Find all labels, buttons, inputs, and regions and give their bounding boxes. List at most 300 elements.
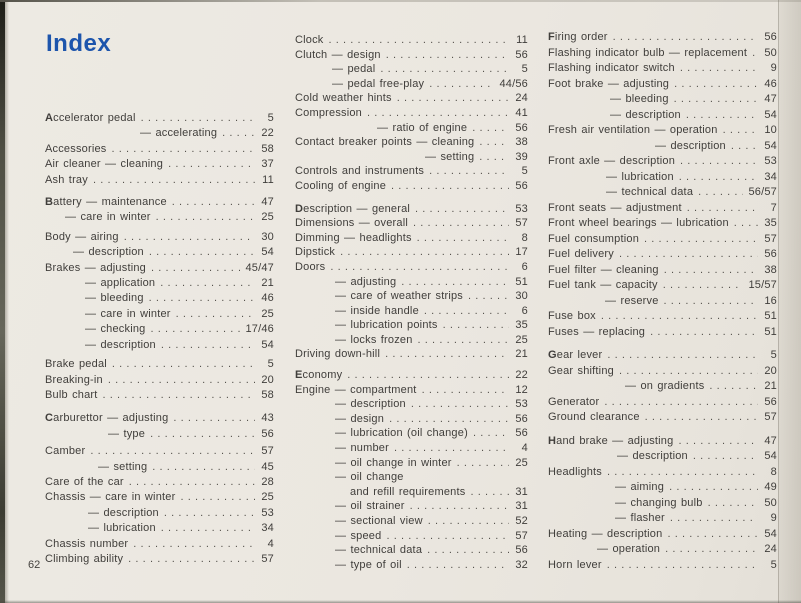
index-entry: [548, 348, 777, 364]
entry-page: 53: [261, 506, 274, 519]
entry-page: 46: [764, 77, 777, 90]
entry-page: 5: [521, 165, 528, 178]
index-entry: [295, 275, 528, 290]
entry-page: 11: [262, 173, 274, 186]
entry-page: 5: [521, 63, 528, 76]
entry-label: Front wheel bearings — lubrication: [548, 217, 729, 229]
entry-page: 30: [515, 290, 528, 303]
entry-page: 9: [770, 62, 777, 74]
entry-label: Firing order: [548, 31, 608, 43]
entry-page: 54: [261, 246, 274, 259]
dot-leader: [112, 142, 256, 157]
dot-leader: [664, 294, 758, 310]
dot-leader: [687, 201, 758, 217]
entry-label: Controls and instruments: [295, 165, 425, 178]
entry-page: 24: [515, 92, 528, 105]
dot-leader: [394, 441, 509, 456]
entry-page: [514, 470, 528, 485]
index-entry: [295, 179, 528, 194]
entry-page: 17/46: [245, 323, 274, 336]
entry-label: Flashing indicator bulb — replacement: [548, 46, 748, 59]
dot-leader: [380, 62, 509, 77]
entry-label: Foot brake — adjusting: [548, 77, 670, 90]
index-entry: [548, 201, 777, 217]
index-entry: [548, 309, 777, 325]
index-entry: [45, 338, 274, 353]
entry-label: Ground clearance: [548, 411, 640, 423]
entry-page: 25: [261, 307, 274, 320]
dot-leader: [133, 537, 255, 552]
entry-label: — type of oil: [335, 558, 402, 571]
entry-label: Fuel filter — cleaning: [548, 263, 659, 276]
entry-page: 57: [764, 411, 777, 423]
index-entry: [548, 232, 777, 248]
index-entry: [548, 325, 777, 341]
entry-label: Air cleaner — cleaning: [45, 158, 164, 171]
dot-leader: [670, 511, 758, 527]
entry-page: 45/47: [245, 261, 274, 274]
entry-label: — application: [85, 277, 156, 290]
dot-leader: [665, 542, 758, 558]
entry-label: Carburettor — adjusting: [45, 412, 169, 425]
entry-label: Breaking-in: [45, 373, 103, 386]
entry-label: — ratio of engine: [377, 121, 468, 134]
entry-label: Engine — compartment: [295, 383, 417, 396]
index-entry: [45, 444, 274, 459]
dot-leader: [604, 395, 758, 411]
page-title: Index: [46, 30, 112, 57]
index-entry: [45, 357, 274, 372]
entry-label: Cooling of engine: [295, 179, 387, 192]
entry-label: Compression: [295, 106, 363, 119]
dot-leader: [141, 111, 255, 126]
dot-leader: [650, 325, 758, 341]
entry-page: 35: [764, 217, 777, 229]
index-entry: [295, 216, 528, 231]
entry-page: 7: [770, 201, 777, 214]
entry-label: — lubrication (oil change): [335, 427, 468, 440]
entry-page: 56: [515, 179, 528, 192]
index-entry: [548, 170, 777, 186]
entry-label: — care of weather strips: [335, 290, 464, 303]
index-entry: [548, 46, 777, 62]
index-column-1: [45, 111, 274, 567]
dot-leader: [386, 529, 509, 544]
index-entry: [548, 364, 777, 380]
entry-page: 51: [764, 310, 777, 322]
dot-leader: [613, 30, 758, 46]
entry-label: Doors: [295, 260, 326, 273]
index-entry: [45, 537, 274, 552]
index-entry: [295, 456, 528, 471]
entry-label: — speed: [335, 529, 382, 542]
entry-label: — oil change in winter: [335, 456, 452, 469]
index-entry: [295, 121, 528, 136]
index-entry: [295, 543, 528, 558]
entry-page: 58: [261, 142, 274, 155]
entry-page: 5: [770, 349, 777, 361]
index-entry: [295, 304, 528, 319]
entry-page: 41: [515, 106, 528, 119]
dot-leader: [674, 77, 758, 93]
entry-page: 5: [770, 558, 777, 571]
dot-leader: [93, 173, 255, 188]
dot-leader: [708, 496, 758, 512]
entry-label: Heating — description: [548, 527, 663, 540]
entry-page: 34: [261, 522, 274, 535]
index-entry: [548, 395, 777, 411]
dot-leader: [678, 434, 758, 450]
index-entry: [45, 291, 274, 306]
entry-label: — technical data: [335, 544, 423, 557]
index-entry: [45, 475, 274, 490]
dot-leader: [664, 263, 758, 279]
index-entry: [548, 61, 777, 77]
index-entry: [295, 426, 528, 441]
entry-label: Flashing indicator switch: [548, 62, 675, 74]
dot-leader: [129, 475, 255, 490]
entry-page: 20: [764, 364, 777, 377]
page-crease: [778, 0, 779, 603]
entry-page: 22: [261, 127, 274, 140]
index-entry: [548, 139, 777, 155]
entry-label: Hand brake — adjusting: [548, 434, 674, 447]
entry-page: 31: [515, 485, 528, 498]
index-entry: [45, 411, 274, 426]
dot-leader: [417, 231, 509, 246]
entry-page: 57: [515, 217, 528, 230]
entry-label: Cold weather hints: [295, 92, 392, 105]
entry-label: Front axle — description: [548, 155, 676, 167]
index-entry: [548, 511, 777, 527]
entry-label: Gear shifting: [548, 364, 614, 377]
dot-leader: [669, 480, 758, 496]
entry-page: 53: [515, 202, 528, 215]
dot-leader: [413, 216, 509, 231]
entry-page: 8: [770, 465, 777, 478]
entry-label: Fuses — replacing: [548, 325, 646, 338]
entry-page: 56: [764, 31, 777, 43]
dot-leader: [173, 411, 255, 426]
entry-page: 43: [261, 412, 274, 425]
index-entry: [295, 91, 528, 106]
dot-leader: [108, 373, 255, 388]
entry-page: 54: [764, 450, 777, 462]
dot-leader: [150, 427, 255, 442]
index-entry: [548, 558, 777, 574]
entry-page: 52: [515, 515, 528, 527]
entry-label: Care of the car: [45, 475, 124, 488]
entry-page: 4: [267, 537, 274, 550]
entry-page: 9: [770, 512, 777, 524]
entry-page: 51: [515, 275, 528, 288]
entry-page: 12: [515, 383, 528, 396]
entry-label: Economy: [295, 369, 343, 382]
entry-page: 56: [515, 48, 528, 61]
index-entry: [295, 245, 528, 260]
entry-page: 47: [764, 93, 777, 105]
dot-leader: [340, 245, 509, 260]
dot-leader: [409, 470, 509, 485]
entry-page: 30: [261, 230, 274, 243]
index-entry: [295, 397, 528, 412]
dot-leader: [411, 397, 509, 412]
index-entry: [45, 276, 274, 291]
dot-leader: [180, 490, 255, 505]
entry-page: 5: [267, 358, 274, 371]
entry-label: Dimensions — overall: [295, 217, 408, 230]
entry-page: 38: [515, 136, 528, 149]
dot-leader: [410, 499, 509, 514]
entry-page: 22: [515, 369, 528, 382]
entry-page: 31: [515, 500, 528, 513]
entry-label: — pedal: [332, 63, 376, 76]
index-entry: [45, 307, 274, 322]
index-entry: [548, 278, 777, 294]
index-entry: [548, 542, 777, 558]
dot-leader: [734, 216, 758, 232]
index-entry: [548, 263, 777, 279]
index-entry: [295, 289, 528, 304]
entry-label: Gear lever: [548, 349, 603, 361]
index-entry: [45, 157, 274, 172]
dot-leader: [619, 364, 758, 380]
entry-label: Front seats — adjustment: [548, 201, 682, 214]
index-entry: [548, 294, 777, 310]
dot-leader: [468, 289, 509, 304]
dot-leader: [680, 61, 758, 77]
entry-label: Clutch — design: [295, 48, 381, 61]
index-entry: [295, 106, 528, 121]
index-entry: [45, 126, 274, 141]
dot-leader: [415, 202, 509, 217]
index-entry: [45, 261, 274, 276]
entry-page: 25: [261, 491, 274, 504]
entry-page: 25: [515, 333, 528, 346]
dot-leader: [698, 185, 743, 201]
index-entry: [45, 173, 274, 188]
index-entry: [295, 202, 528, 217]
dot-leader: [329, 33, 509, 48]
entry-page: 35: [515, 319, 528, 332]
dot-leader: [731, 139, 758, 155]
index-column-2: [295, 33, 528, 572]
index-entry: [548, 154, 777, 170]
entry-label: Battery — maintenance: [45, 196, 167, 209]
entry-label: Horn lever: [548, 558, 602, 571]
entry-label: Fuel consumption: [548, 232, 640, 245]
dot-leader: [679, 170, 758, 186]
entry-page: 56: [764, 395, 777, 408]
index-entry: [295, 77, 528, 92]
entry-label: — operation: [597, 543, 661, 555]
dot-leader: [151, 261, 240, 276]
entry-label: — care in winter: [85, 307, 171, 320]
index-entry: [295, 231, 528, 246]
entry-label: — description: [88, 506, 159, 519]
dot-leader: [149, 291, 255, 306]
entry-label: — description: [85, 338, 156, 351]
entry-page: 38: [764, 263, 777, 276]
entry-label: Generator: [548, 395, 600, 408]
index-entry: [295, 441, 528, 456]
entry-label: — lubrication: [606, 170, 674, 183]
entry-page: 57: [515, 529, 528, 542]
dot-leader: [330, 260, 509, 275]
dot-leader: [663, 278, 744, 294]
dot-leader: [607, 558, 758, 574]
index-entry: [45, 373, 274, 388]
entry-page: 21: [515, 348, 528, 361]
dot-leader: [443, 318, 509, 333]
index-entry: [548, 410, 777, 426]
entry-page: 56: [515, 544, 528, 557]
entry-label: — changing bulb: [615, 496, 703, 509]
entry-label: Camber: [45, 445, 86, 458]
entry-page: 50: [764, 496, 777, 509]
entry-page: 39: [515, 150, 528, 163]
dot-leader: [424, 304, 509, 319]
entry-label: — inside handle: [335, 304, 419, 317]
entry-page: 49: [764, 481, 777, 493]
index-entry: [295, 62, 528, 77]
dot-leader: [470, 485, 509, 500]
index-entry: [548, 185, 777, 201]
dot-leader: [667, 527, 758, 543]
entry-page: 56: [764, 248, 777, 260]
entry-page: 10: [764, 124, 777, 136]
entry-page: 56: [515, 412, 528, 425]
entry-label: — lubrication points: [335, 319, 438, 332]
entry-page: 5: [267, 112, 274, 124]
index-entry: [548, 527, 777, 543]
entry-page: 57: [261, 552, 274, 565]
entry-page: 21: [261, 277, 274, 290]
index-entry: [45, 388, 274, 403]
dot-leader: [103, 388, 255, 403]
index-entry: [45, 230, 274, 245]
index-entry: [45, 210, 274, 225]
entry-label: Description — general: [295, 202, 411, 215]
entry-label: — setting: [425, 150, 475, 163]
entry-page: 34: [764, 170, 777, 183]
entry-page: 17: [515, 246, 528, 259]
dot-leader: [427, 543, 509, 558]
index-entry: [548, 449, 777, 465]
index-entry: [548, 77, 777, 93]
entry-label: — description: [655, 139, 726, 152]
entry-page: 47: [764, 434, 777, 447]
dot-leader: [619, 247, 758, 263]
index-entry: [295, 164, 528, 179]
dot-leader: [674, 92, 758, 108]
entry-label: Chassis number: [45, 537, 129, 550]
dot-leader: [161, 521, 255, 536]
index-entry: [45, 521, 274, 536]
index-entry: [295, 558, 528, 573]
index-entry: [295, 333, 528, 348]
entry-label: and refill requirements: [350, 485, 466, 498]
entry-page: 37: [261, 158, 274, 171]
dot-leader: [149, 245, 255, 260]
entry-label: — number: [335, 442, 389, 455]
entry-label: Body — airing: [45, 230, 119, 243]
dot-leader: [418, 333, 509, 348]
entry-page: 51: [764, 325, 777, 338]
entry-label: — bleeding: [610, 93, 669, 105]
entry-label: Fresh air ventilation — operation: [548, 124, 718, 136]
index-entry: [295, 318, 528, 333]
index-entry: [548, 465, 777, 481]
dot-leader: [389, 412, 509, 427]
entry-page: 54: [764, 108, 777, 121]
index-entry: [548, 30, 777, 46]
entry-page: 50: [764, 46, 777, 59]
dot-leader: [156, 210, 255, 225]
entry-page: 56/57: [748, 186, 777, 198]
dot-leader: [112, 357, 255, 372]
entry-label: — oil change: [335, 471, 404, 484]
index-entry: [295, 529, 528, 544]
entry-label: — type: [108, 427, 146, 440]
entry-label: — description: [73, 246, 144, 259]
entry-label: — locks frozen: [335, 333, 413, 346]
dot-leader: [429, 77, 494, 92]
entry-page: 45: [261, 460, 274, 473]
dot-leader: [473, 426, 509, 441]
entry-page: 15/57: [748, 279, 777, 291]
dot-leader: [644, 232, 758, 248]
entry-page: 56: [515, 427, 528, 440]
entry-label: — adjusting: [335, 275, 397, 288]
dot-leader: [150, 322, 240, 337]
entry-label: — design: [335, 412, 385, 425]
dot-leader: [347, 368, 509, 383]
entry-label: — lubrication: [88, 522, 156, 535]
entry-label: Accessories: [45, 142, 107, 155]
dot-leader: [385, 347, 509, 362]
entry-label: Dimming — headlights: [295, 231, 412, 244]
index-entry: [45, 245, 274, 260]
entry-label: — description: [610, 108, 681, 121]
dot-leader: [693, 449, 758, 465]
page-number: 62: [28, 559, 41, 571]
entry-label: — setting: [98, 460, 148, 473]
entry-page: 53: [515, 398, 528, 411]
dot-leader: [645, 410, 758, 426]
index-entry: [295, 347, 528, 362]
dot-leader: [161, 338, 255, 353]
entry-label: Driving down-hill: [295, 348, 381, 361]
index-entry: [45, 111, 274, 126]
index-entry: [45, 490, 274, 505]
entry-label: Headlights: [548, 465, 602, 478]
entry-label: Brake pedal: [45, 358, 107, 371]
index-entry: [45, 195, 274, 210]
index-entry: [295, 412, 528, 427]
index-column-3: [548, 30, 777, 573]
index-entry: [295, 368, 528, 383]
entry-page: 4: [521, 442, 528, 455]
entry-label: — description: [335, 398, 406, 411]
index-entry: [548, 379, 777, 395]
entry-label: — checking: [85, 323, 146, 336]
dot-leader: [429, 164, 509, 179]
entry-label: — care in winter: [65, 211, 151, 224]
entry-label: — description: [617, 450, 688, 462]
entry-label: Bulb chart: [45, 388, 98, 401]
entry-page: 32: [515, 558, 528, 571]
